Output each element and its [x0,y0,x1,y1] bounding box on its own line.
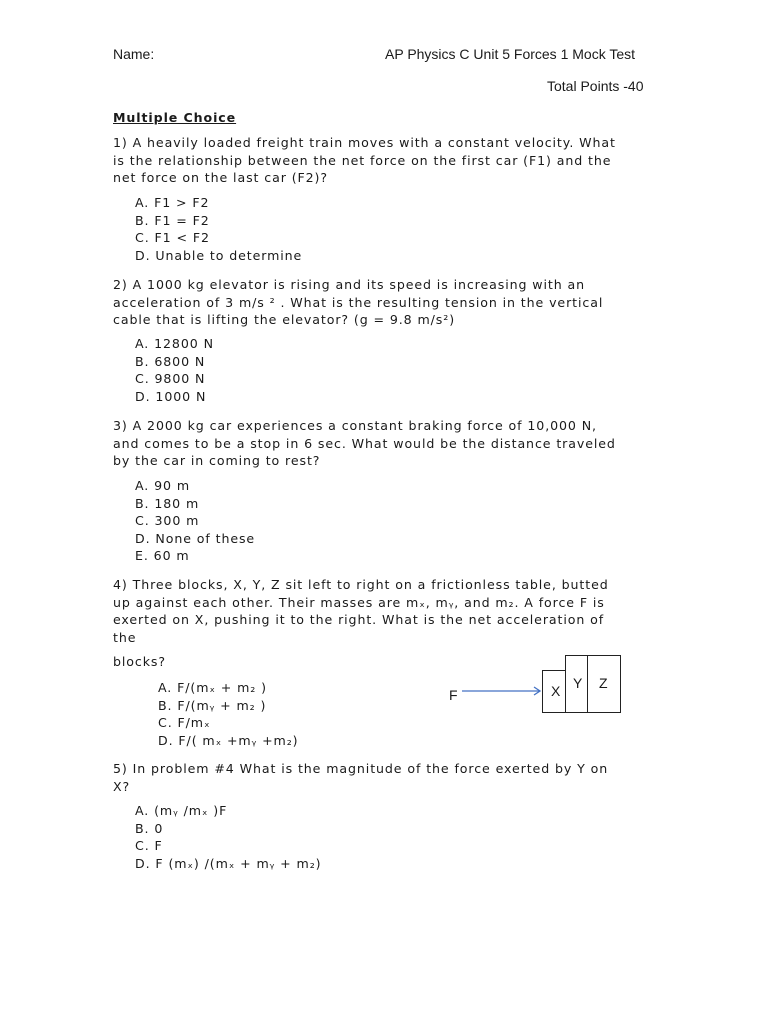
option-item: B. 6800 N [135,353,206,369]
question-line: X? [113,778,131,794]
question-line: by the car in coming to rest? [113,453,321,468]
question-5 [113,760,653,795]
question-1 [113,134,653,187]
option-item: B. 180 m [135,495,200,511]
option-item: D. 1000 N [135,388,207,404]
question-2 [113,276,653,329]
question-3 [113,417,653,470]
test-title: AP Physics C Unit 5 Forces 1 Mock Test [385,46,636,62]
question-5-options [135,802,321,872]
option-item: C. F [135,838,163,853]
question-3-options [135,477,255,565]
question-line: is the relationship between the net force on the first car (F1) and the [113,152,612,168]
question-line: net force on the last car (F2)? [113,170,328,185]
force-label: F [449,687,458,703]
option-item: D. Unable to determine [135,247,303,263]
question-1-options [135,194,302,264]
question-line: the [113,629,137,645]
question-4 [113,576,653,646]
option-item: C. F/mₓ [158,715,211,730]
section-title: Multiple Choice [113,110,237,125]
option-item: B. F1 = F2 [135,212,210,228]
question-line: 3) A 2000 kg car experiences a constant braking force of 10,000 N, [113,418,597,433]
question-line: acceleration of 3 m/s ² . What is the resulting tension in the vertical [113,294,604,310]
question-line: up against each other. Their masses are mₓ, mᵧ, and m₂. A force F is [113,594,605,610]
question-4-options [158,679,298,749]
question-line: exerted on X, pushing it to the right. What is the net acceleration of [113,612,605,627]
option-item: C. 300 m [135,513,200,528]
total-points: Total Points -40 [547,78,644,94]
option-item: A. F/(mₓ + m₂ ) [158,680,267,695]
question-line: 1) A heavily loaded freight train moves with a constant velocity. What [113,135,616,150]
block-y-label: Y [573,675,583,691]
option-item: A. 12800 N [135,336,214,351]
option-item: C. F1 < F2 [135,230,210,245]
option-item: B. 0 [135,820,164,836]
name-label: Name: [113,46,155,62]
option-item: D. F (mₓ) /(mₓ + mᵧ + m₂) [135,855,322,871]
block-z-label: Z [599,675,608,691]
block-x-label: X [551,683,561,699]
option-item: E. 60 m [135,548,190,563]
question-line: and comes to be a stop in 6 sec. What would be the distance traveled [113,435,616,451]
question-2-options [135,335,214,405]
question-line: 4) Three blocks, X, Y, Z sit left to right on a frictionless table, butted [113,577,609,592]
question-line: 2) A 1000 kg elevator is rising and its speed is increasing with an [113,277,586,292]
question-line: cable that is lifting the elevator? (g = 9.8 m/s²) [113,312,456,327]
option-item: D. F/( mₓ +mᵧ +m₂) [158,732,299,748]
option-item: A. 90 m [135,478,190,493]
option-item: B. F/(mᵧ + m₂ ) [158,697,267,713]
force-arrow-icon [460,684,546,698]
option-item: C. 9800 N [135,371,206,386]
question-4-continuation: blocks? [113,654,166,669]
option-item: D. None of these [135,530,256,546]
option-item: A. F1 > F2 [135,195,210,210]
option-item: A. (mᵧ /mₓ )F [135,803,228,818]
question-line: 5) In problem #4 What is the magnitude of the force exerted by Y on [113,761,609,776]
